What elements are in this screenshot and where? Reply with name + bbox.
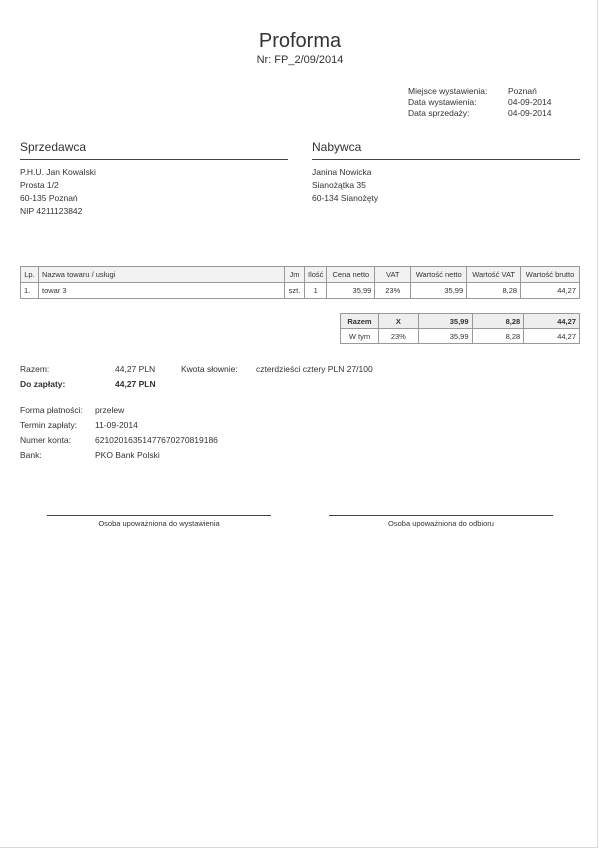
payment-row: [20, 418, 218, 433]
document-title: Proforma: [258, 30, 342, 52]
column-header: Cena netto: [327, 267, 375, 283]
payment-row: [20, 448, 218, 463]
column-header: Wartość brutto: [521, 267, 580, 283]
buyer-line: Sianożątka 35: [312, 180, 366, 190]
meta-label: Data wystawienia:: [408, 97, 477, 107]
payment-value: PKO Bank Polski: [95, 450, 160, 460]
column-header: VAT: [375, 267, 411, 283]
table-cell: 8,28: [467, 283, 521, 299]
payment-value: 11-09-2014: [95, 420, 138, 430]
buyer-heading: Nabywca: [312, 140, 580, 160]
meta-row-place: [408, 86, 551, 97]
column-header: Ilość: [305, 267, 327, 283]
table-cell: 44,27: [521, 283, 580, 299]
amount-due-label: Do zapłaty:: [20, 379, 66, 389]
document-number: Nr: FP_2/09/2014: [256, 54, 344, 66]
total-row: [20, 362, 373, 377]
payment-label: Termin zapłaty:: [20, 420, 78, 430]
table-cell: 23%: [375, 283, 411, 299]
payment-label: Numer konta:: [20, 435, 72, 445]
payment-row: [20, 433, 218, 448]
meta-label: Miejsce wystawienia:: [408, 86, 488, 96]
payment-value: 62102016351477670270819186: [95, 435, 218, 445]
summary-cell: 8,28: [472, 329, 524, 344]
payment-label: Bank:: [20, 450, 42, 460]
items-table: [20, 266, 580, 299]
seller-line: P.H.U. Jan Kowalski: [20, 167, 96, 177]
amount-in-words-value: czterdzieści cztery PLN 27/100: [256, 364, 373, 374]
seller-line: NIP 4211123842: [20, 206, 83, 216]
summary-cell: 35,99: [418, 329, 472, 344]
summary-cell: 35,99: [418, 314, 472, 329]
amount-due-value: 44,27 PLN: [115, 379, 156, 389]
payment-label: Forma płatności:: [20, 405, 83, 415]
meta-row-issue-date: [408, 97, 551, 108]
seller-line: Prosta 1/2: [20, 180, 59, 190]
buyer-line: Janina Nowicka: [312, 167, 372, 177]
totals-section: [20, 362, 373, 392]
column-header: Wartość netto: [411, 267, 467, 283]
summary-cell: 8,28: [472, 314, 524, 329]
issuer-signature-line: Osoba upoważniona do wystawienia: [47, 515, 271, 528]
items-header-row: [21, 267, 580, 283]
total-value: 44,27 PLN: [115, 364, 156, 374]
meta-value: 04-09-2014: [508, 97, 552, 107]
table-cell: 35,99: [327, 283, 375, 299]
column-header: Jm: [285, 267, 305, 283]
total-label: Razem:: [20, 364, 50, 374]
table-cell: towar 3: [38, 283, 284, 299]
payment-row: [20, 403, 218, 418]
table-row: [21, 283, 580, 299]
summary-detail-row: [341, 329, 580, 344]
table-cell: 1: [305, 283, 327, 299]
table-cell: 35,99: [411, 283, 467, 299]
receiver-signature-line: Osoba upoważniona do odbioru: [329, 515, 553, 528]
column-header: Nazwa towaru / usługi: [38, 267, 284, 283]
meta-value: 04-09-2014: [508, 108, 552, 118]
seller-line: 60-135 Poznań: [20, 193, 78, 203]
summary-cell: X: [378, 314, 418, 329]
seller-section: [20, 140, 288, 218]
summary-cell: Razem: [341, 314, 379, 329]
table-cell: szt.: [285, 283, 305, 299]
summary-total-row: [341, 314, 580, 329]
column-header: Lp.: [21, 267, 39, 283]
summary-cell: 23%: [378, 329, 418, 344]
payment-section: [20, 403, 218, 463]
amount-due-row: [20, 377, 373, 392]
meta-row-sale-date: [408, 108, 551, 119]
meta-label: Data sprzedaży:: [408, 108, 470, 118]
issue-meta: [408, 86, 551, 119]
summary-cell: 44,27: [524, 314, 580, 329]
column-header: Wartość VAT: [467, 267, 521, 283]
buyer-section: [312, 140, 580, 205]
seller-heading: Sprzedawca: [20, 140, 288, 160]
table-cell: 1.: [21, 283, 39, 299]
summary-cell: W tym: [341, 329, 379, 344]
buyer-line: 60-134 Sianożęty: [312, 193, 379, 203]
payment-value: przelew: [95, 405, 125, 415]
amount-in-words-label: Kwota słownie:: [181, 364, 238, 374]
summary-cell: 44,27: [524, 329, 580, 344]
meta-value: Poznań: [508, 86, 537, 96]
vat-summary-table: [340, 313, 580, 344]
